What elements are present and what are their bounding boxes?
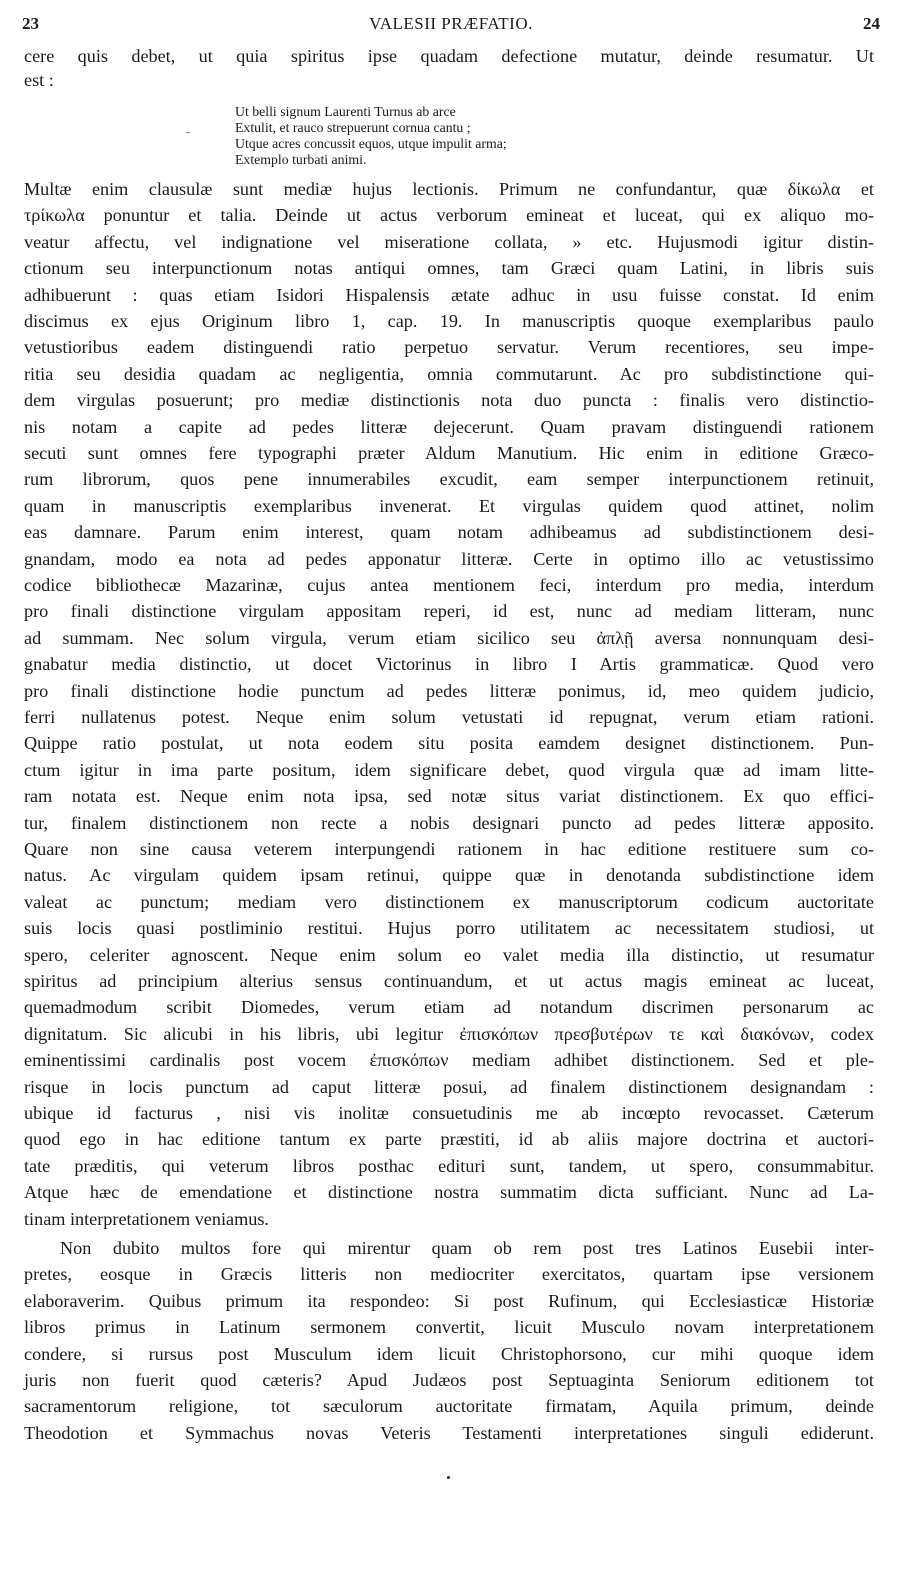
text-line: est : bbox=[24, 70, 54, 90]
text-line: valeat ac punctum; mediam vero distinctionem ex manuscriptorum codicum auctoritate bbox=[24, 891, 874, 912]
verse-line: Ut belli signum Laurenti Turnus ab arce bbox=[235, 104, 456, 119]
text-line: ctionum seu interpunctionum notas antiqui omnes, tam Græci quam Latini, in libris suis bbox=[24, 258, 874, 279]
text-line: cere quis debet, ut quia spiritus ipse quadam defectione mutatur, deinde resumatur. Ut bbox=[24, 46, 874, 66]
text-line: discimus ex ejus Originum libro 1, cap. 19. In manuscriptis quoque exemplaribus paulo bbox=[24, 311, 874, 331]
text-line: ubique id facturus , nisi vis inolitæ consuetudinis me ab incœpto revocasset. Cæterum bbox=[24, 1103, 874, 1123]
text-line: suis locis quasi postliminio restitui. Hujus porro utilitatem ac necessitatem studiosi, ut bbox=[24, 918, 874, 939]
text-line: pro finali distinctione virgulam appositam reperi, id est, nunc ad mediam litteram, nunc bbox=[24, 601, 874, 622]
text-line: natus. Ac virgulam quidem ipsam retinui, quippe quæ in denotanda subdistinctione idem bbox=[24, 865, 874, 886]
text-line: libros primus in Latinum sermonem convertit, licuit Musculo novam interpretationem bbox=[24, 1317, 874, 1338]
text-line: Multæ enim clausulæ sunt mediæ hujus lectionis. Primum ne confundantur, quæ δίκωλα et bbox=[24, 179, 874, 199]
text-line: dignitatum. Sic alicubi in his libris, ubi legitur ἐπισκόπων πρεσβυτέρων τε καὶ διακόνων, codex bbox=[24, 1023, 874, 1044]
text-line: tinam interpretationem veniamus. bbox=[24, 1208, 269, 1229]
text-line: sacramentorum religione, tot sæculorum auctoritate firmatam, Aquila primum, deinde bbox=[24, 1396, 874, 1417]
text-line: Quippe ratio postulat, ut nota eodem situ posita eamdem designet distinctionem. Pun- bbox=[24, 733, 874, 754]
text-line: secuti sunt omnes fere typographi præter Aldum Manutium. Hic enim in editione Græco- bbox=[24, 443, 874, 463]
text-line: Non dubito multos fore qui mirentur quam ob rem post tres Latinos Eusebii inter- bbox=[60, 1238, 874, 1258]
page-number-left: 23 bbox=[22, 14, 39, 33]
page-mark bbox=[447, 1476, 450, 1479]
text-line: Atque hæc de emendatione et distinctione nostra summatim dicta sufficiant. Nunc ad La- bbox=[24, 1182, 874, 1203]
text-line: eas damnare. Parum enim interest, quam notam adhibeamus ad subdistinctionem desi- bbox=[24, 522, 874, 543]
text-line: quam in manuscriptis exemplaribus invenerat. Et virgulas quidem quod attinet, nolim bbox=[24, 495, 874, 516]
verse-line: Extulit, et rauco strepuerunt cornua cantu ; bbox=[235, 120, 471, 135]
page-number-right: 24 bbox=[863, 14, 880, 33]
text-line: ctum igitur in ima parte positum, idem significare debet, quod virgula quæ ad imam litte- bbox=[24, 759, 874, 780]
text-line: condere, si rursus post Musculum idem licuit Christophorsono, cur mihi quoque idem bbox=[24, 1343, 874, 1364]
text-line: pretes, eosque in Græcis litteris non mediocriter exercitatos, quartam ipse versionem bbox=[24, 1264, 874, 1285]
text-line: pro finali distinctione hodie punctum ad pedes litteræ ponimus, id, meo quidem judicio, bbox=[24, 680, 874, 701]
running-head-title: VALESII PRÆFATIO. bbox=[369, 14, 533, 33]
text-line: tate præditis, qui veterum libros posthac edituri sunt, tandem, ut spero, consummabitur. bbox=[24, 1155, 874, 1176]
text-line: Theodotion et Symmachus novas Veteris Testamenti interpretationes singuli ediderunt. bbox=[24, 1422, 874, 1443]
text-line: eminentissimi cardinalis post vocem ἐπισκόπων mediam adhibet distinctionem. Sed et ple- bbox=[24, 1050, 874, 1071]
text-line: quemadmodum scribit Diomedes, verum etiam ad notandum discrimen personarum ac bbox=[24, 997, 874, 1018]
text-line: τρίκωλα ponuntur et talia. Deinde ut actus verborum emineat et luceat, qui ex aliquo mo- bbox=[24, 205, 874, 226]
text-line: ferri nullatenus potest. Neque enim solum vetustati id repugnat, verum etiam rationi. bbox=[24, 707, 874, 727]
text-line: elaboraverim. Quibus primum ita respondeo: Si post Rufinum, qui Ecclesiasticæ Historiæ bbox=[24, 1290, 874, 1311]
verse-line: Extemplo turbati animi. bbox=[235, 152, 367, 167]
text-line: dem virgulas posuerunt; pro mediæ distinctionis nota duo puncta : finalis vero distinctio- bbox=[24, 390, 874, 411]
text-line: codice bibliothecæ Mazarinæ, cujus antea mentionem feci, interdum pro media, interdum bbox=[24, 575, 874, 595]
text-line: spiritus ad principium alterius sensus continuandum, et ut actus magis emineat ac luceat, bbox=[24, 971, 874, 991]
text-line: tur, finalem distinctionem non recte a nobis designari puncto ad pedes litteræ apposito. bbox=[24, 812, 874, 833]
running-header bbox=[22, 14, 880, 40]
verse-line: Utque acres concussit equos, utque impulit arma; bbox=[235, 136, 507, 151]
text-line: veatur affectu, vel indignatione vel miseratione collata, » etc. Hujusmodi igitur distin- bbox=[24, 231, 874, 252]
text-line: gnandam, modo ea nota ad pedes apponatur litteræ. Certe in optimo illo ac vetustissimo bbox=[24, 548, 874, 569]
text-line: juris non fuerit quod cæteris? Apud Judæos post Septuaginta Seniorum editionem tot bbox=[24, 1370, 874, 1390]
text-line: nis notam a capite ad pedes litteræ dejecerunt. Quam pravam distinguendi rationem bbox=[24, 416, 874, 437]
text-line: gnabatur media distinctio, ut docet Victorinus in libro I Artis grammaticæ. Quod vero bbox=[24, 654, 874, 675]
text-line: adhibuerunt : quas etiam Isidori Hispalensis ætate adhuc in usu fuisse constat. Id enim bbox=[24, 284, 874, 305]
text-line: Quare non sine causa veterem interpungendi rationem in hac editione restituere sum co- bbox=[24, 839, 874, 859]
text-line: spero, celeriter agnoscent. Neque enim solum eo valet media illa distinctio, ut resumatur bbox=[24, 944, 874, 965]
text-line: risque in locis punctum ad caput litteræ posui, ad finalem distinctionem designandam : bbox=[24, 1076, 874, 1097]
text-line: ritia seu desidia quadam ac negligentia, omnia commutarunt. Ac pro subdistinctione qui- bbox=[24, 363, 874, 384]
text-line: quod ego in hac editione tantum ex parte præstiti, id ab aliis majore doctrina et auctori- bbox=[24, 1129, 874, 1150]
text-line: ad summam. Nec solum virgula, verum etiam sicilico seu ἀπλῇ aversa nonnunquam desi- bbox=[24, 627, 874, 648]
text-line: ram notata est. Neque enim nota ipsa, sed notæ situs variat distinctionem. Ex quo effici- bbox=[24, 786, 874, 807]
text-line: vetustioribus eadem distinguendi ratio perpetuo servatur. Verum recentiores, seu impe- bbox=[24, 337, 874, 358]
margin-mark: ˗ bbox=[186, 124, 190, 138]
text-line: rum librorum, quos pene innumerabiles excudit, eam semper interpunctionem retinuit, bbox=[24, 469, 874, 490]
